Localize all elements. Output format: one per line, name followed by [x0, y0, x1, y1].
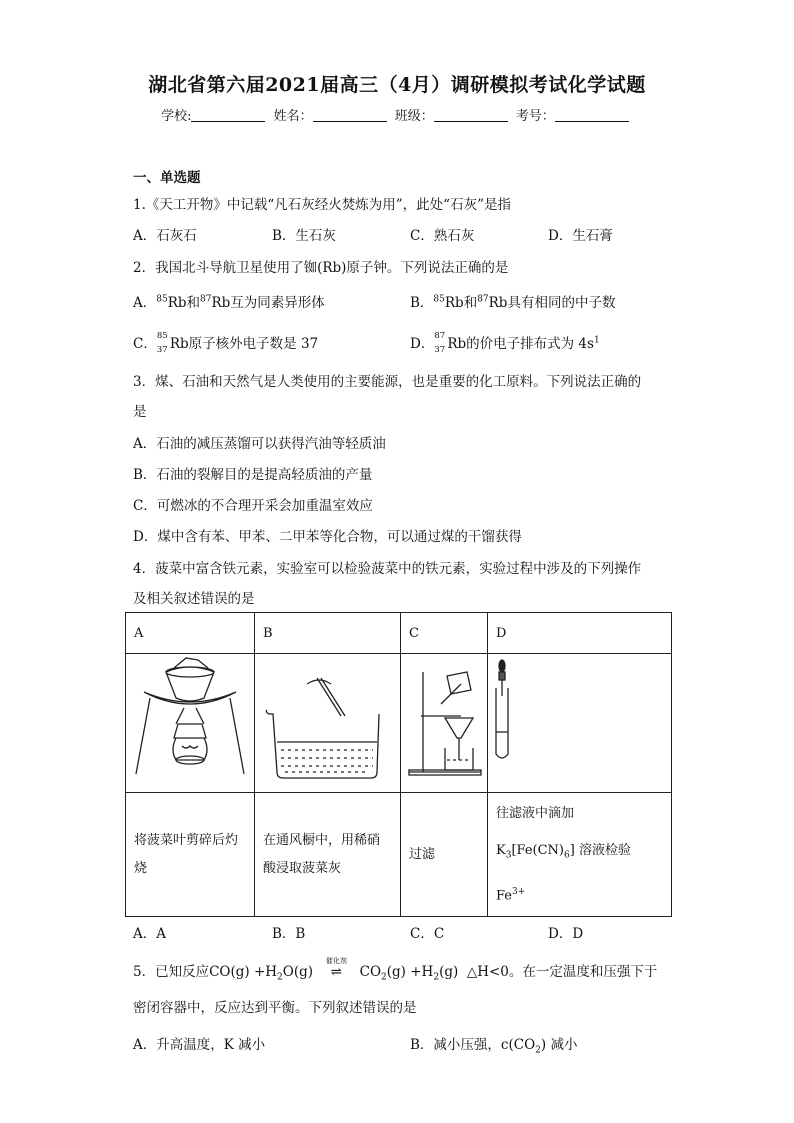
name-blank[interactable]: [313, 109, 387, 122]
section-heading: 一、单选题: [133, 170, 201, 186]
q5-option-b: B．减小压强，$c(CO_2)$ 减小: [410, 1037, 578, 1056]
q3-stem-line2: 是: [133, 404, 147, 420]
q2-option-a: A．$^{85}$Rb和$^{87}$Rb互为同素异形体: [133, 294, 325, 311]
page-title: 湖北省第六届2021届高三（4月）调研模拟考试化学试题: [148, 74, 646, 96]
q4-header-d: D: [488, 613, 672, 654]
q3-stem-line1: 3．煤、石油和天然气是人类使用的主要能源，也是重要的化工原料。下列说法正确的: [133, 374, 642, 390]
q2-stem: 2．我国北斗导航卫星使用了铷(Rb)原子钟。下列说法正确的是: [133, 260, 509, 276]
q4-header-b: B: [255, 613, 401, 654]
q5-equation: $CO(g) +H_2O(g)$ 催化剂 ⇌ $CO_2(g) +H_2(g)$ △H<0: [209, 957, 509, 983]
name-label: 姓名：: [273, 109, 313, 124]
q5-stem-line1: 5．已知反应$CO(g) +H_2O(g)$ 催化剂 ⇌ $CO_2(g) +H_2(g)$ △H<0。在一定温度和压强下于: [133, 957, 658, 983]
catalyst-label: 催化剂: [325, 957, 347, 965]
filtration-setup-figure: [401, 654, 488, 793]
q5-stem-line2: 密闭容器中，反应达到平衡。下列叙述错误的是: [133, 1000, 417, 1016]
q1-option-b: B．生石灰: [272, 228, 336, 244]
q4-desc-c: 过滤: [401, 793, 488, 917]
q2-option-c: C． 85 37 Rb原子核外电子数是 37: [133, 331, 319, 355]
q1-option-c: C．熟石灰: [410, 228, 475, 244]
q3-option-b: B．石油的裂解目的是提高轻质油的产量: [133, 467, 373, 483]
q2-option-d: D． 87 37 Rb的价电子排布式为 $4s^1$: [410, 331, 600, 355]
q2-option-b: B．$^{85}$Rb和$^{87}$Rb具有相同的中子数: [410, 294, 616, 311]
q4-option-c: C．C: [410, 926, 445, 942]
q4-header-c: C: [401, 613, 488, 654]
q4-option-d: D．D: [548, 926, 584, 942]
q4-stem-line1: 4．菠菜中富含铁元素，实验室可以检验菠菜中的铁元素，实验过程中涉及的下列操作: [133, 561, 642, 577]
q3-option-c: C．可燃冰的不合理开采会加重温室效应: [133, 498, 373, 514]
class-blank[interactable]: [434, 109, 508, 122]
q1-stem: 1.《天工开物》中记载“凡石灰经火焚炼为用”，此处“石灰”是指: [133, 197, 511, 213]
q4-table: [125, 612, 672, 917]
equilibrium-arrow-icon: ⇌: [330, 964, 342, 980]
q3-option-a: A．石油的减压蒸馏可以获得汽油等轻质油: [133, 436, 386, 452]
dropper-test-tube-figure: [488, 654, 672, 793]
q4-desc-a: 将菠菜叶剪碎后灼烧: [126, 793, 255, 917]
q4-option-b: B．B: [272, 926, 306, 942]
student-info-line: [0, 105, 794, 124]
q4-option-a: A．A: [133, 926, 166, 942]
q4-stem-line2: 及相关叙述错误的是: [133, 591, 255, 607]
q4-header-a: A: [126, 613, 255, 654]
q4-desc-d: 往滤液中滴加 $K_3[Fe(CN)_6]$ 溶液检验 $Fe^{3+}$: [488, 793, 672, 917]
q5-option-a: A．升高温度，K 减小: [133, 1037, 266, 1053]
class-label: 班级：: [394, 109, 434, 124]
q1-option-d: D．生石膏: [548, 228, 613, 244]
school-label: 学校:: [161, 109, 192, 124]
burning-apparatus-figure: [126, 654, 255, 793]
q4-desc-b: 在通风橱中，用稀硝酸浸取菠菜灰: [255, 793, 401, 917]
q3-option-d: D．煤中含有苯、甲苯、二甲苯等化合物，可以通过煤的干馏获得: [133, 529, 522, 545]
school-blank[interactable]: [191, 109, 265, 122]
exam-no-blank[interactable]: [555, 109, 629, 122]
exam-no-label: 考号：: [515, 109, 555, 124]
beaker-stirring-figure: [255, 654, 401, 793]
q1-option-a: A．石灰石: [133, 228, 197, 244]
